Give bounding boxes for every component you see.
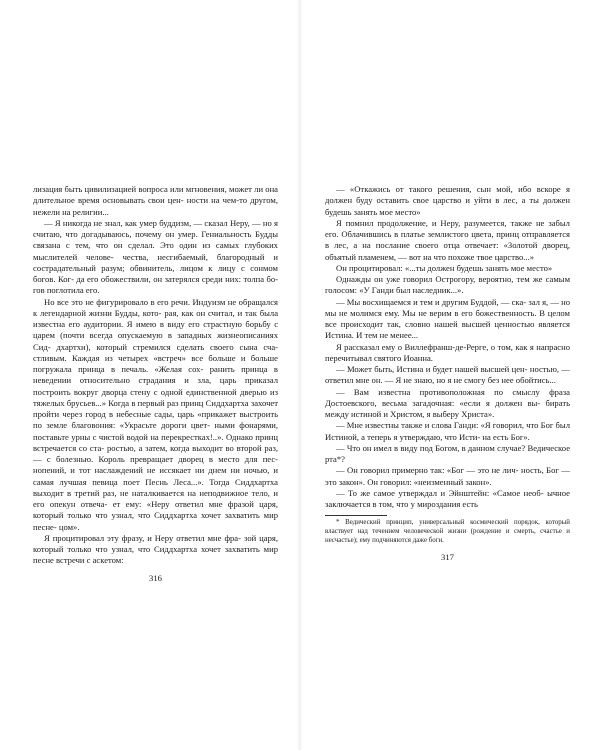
right-p4: Однажды он уже говорил Острогору, вероятно, тем же самым голосом: «У Ганди был наследник...». <box>325 274 571 296</box>
left-p2: — Я никогда не знал, как умер буддизм, — сказал Неру, — но я считаю, что догадываюсь, почему он умер. Гениальность Будды связана с тем, что он сделал. Это один из самых глубоких мыслителей челове- чества, несгибаемый, благородный и сострадательный разум; обвинитель, лицом к лицу с сонмом богов. Ког- да его обожествили, он затерялся среди них: толпа бо- гов поглотила его. <box>33 217 279 296</box>
left-page <box>33 184 278 584</box>
right-p7: — Может быть, Истина и будет нашей высшей цен- ностью, — ответил мне он. — Я не знаю, но я не смогу без нее обойтись... <box>325 364 570 386</box>
right-p5: — Мы восхищаемся и тем и другим Буддой, — ска- зал я, — но мы не молимся ему. Мы не верим в его божественность. В целом все происходит так, словно нашей высшей ценностью является Истина. И тем не менее... <box>325 296 571 341</box>
left-p3: Но все это не фигурировало в его речи. Индуизм не обращался к легендарной жизни Будды, кото- рая, как он считал, и так была известна его аудитории. Я имею в виду его страстную борьбу с царем (почти всегда опускаемую в западных жизнеописаниях Сид- дхартхи), который стремился сделать своего сына сча- стливым. Каждая из четырех «встреч» все больше и больше погружала принца в печаль. «Желая сох- ранить принца в неведении относительно страдания и зла, царь приказал построить вокруг дворца стену с одной единственной дверью из тяжелых брусьев...» Когда в первый раз принц Сиддхартха захочет пройти через город в небесные сады, царь «прикажет выстроить по земле благовония: «Украсьте дороги цвет- ными фонарями, поставьте урны с чистой водой на перекрестках!..». Однако принц встречается со ста- ростью, а затем, когда выходит во второй раз, — с болезнью. Король превращает дворец в место для пес- нопений, и тот наслаждений не иссякает ни днем ни ночью, и самая лучшая певица поет Песнь Леса...». Тогда Сиддхартха выходит в третий раз, не наталкивается на неподвижное тело, и его опекун отвеча- ет ему: «Неру ответил мне фразой царя, который только что узнал, что Сиддхартха хочет захватить мир песне- цом». <box>33 296 279 532</box>
footnote-rule <box>325 515 387 516</box>
right-page-text <box>325 184 570 510</box>
left-p1: лизация быть цивилизацией вопроса или мгновения, может ли она длительное время основывать свои цен- ности на чем-то другом, нежели на религии... <box>33 184 279 217</box>
right-p1: — «Откажись от такого решения, сын мой, ибо вскоре я должен буду оставить свое царство и уйти в лес, а ты должен будешь занять мое место» <box>325 184 571 217</box>
right-p12: — То же самое утверждал и Эйнштейн: «Самое необ- ычное заключается в том, что у мироздания есть <box>325 487 570 509</box>
right-p3: Он процитировал: «...ты должен будешь занять мое место» <box>336 262 553 273</box>
book-spine <box>297 0 303 750</box>
right-p11: — Он говорил примерно так: «Бог — это не лич- ность, Бог — это закон». Он говорил: «неизменный закон». <box>325 465 570 487</box>
right-p8: — Вам известна противоположная по смыслу фраза Достоевского, весьма загадочная: «если я должен вы- бирать между истиной и Христом, я выберу Христа». <box>325 386 570 419</box>
footnote-text: * Ведический принцип, универсальный космический порядок, который властвует над течением человеческой жизни (рождение и смерть, счастье и несчастье); ему подчиняются даже боги. <box>325 519 570 544</box>
right-p10: — Что он имел в виду под Богом, в данном случае? Ведическое рта*? <box>325 442 571 464</box>
right-p9: — Мне известны также и слова Ганди: «Я говорил, что Бог был Истиной, а теперь я утверждаю, что Исти- на есть Бог». <box>325 420 570 442</box>
left-page-text <box>33 184 278 567</box>
footnote <box>325 519 570 545</box>
right-page <box>325 184 570 563</box>
left-p4: Я процитировал эту фразу, и Неру ответил мне фра- зой царя, который только что узнал, что Сиддхартха хочет захватить мир песне встречи с аскетом: <box>33 532 279 566</box>
right-p2: Я помнил продолжение, и Неру, разумеется, также не забыл его. Облачившись в платье землистого цвета, принц отправляется в лес, а на послание своего отца отвечает: «Золотой дворец, объятый пламенем, — вот на что похоже твое царство...» <box>325 217 570 262</box>
page-number-right: 317 <box>441 551 454 562</box>
right-p6: Я рассказал ему о Виллефранш-де-Рерге, о том, как я напрасно перечитывал святого Иоанна. <box>325 341 570 363</box>
page-number-left: 316 <box>149 572 162 583</box>
